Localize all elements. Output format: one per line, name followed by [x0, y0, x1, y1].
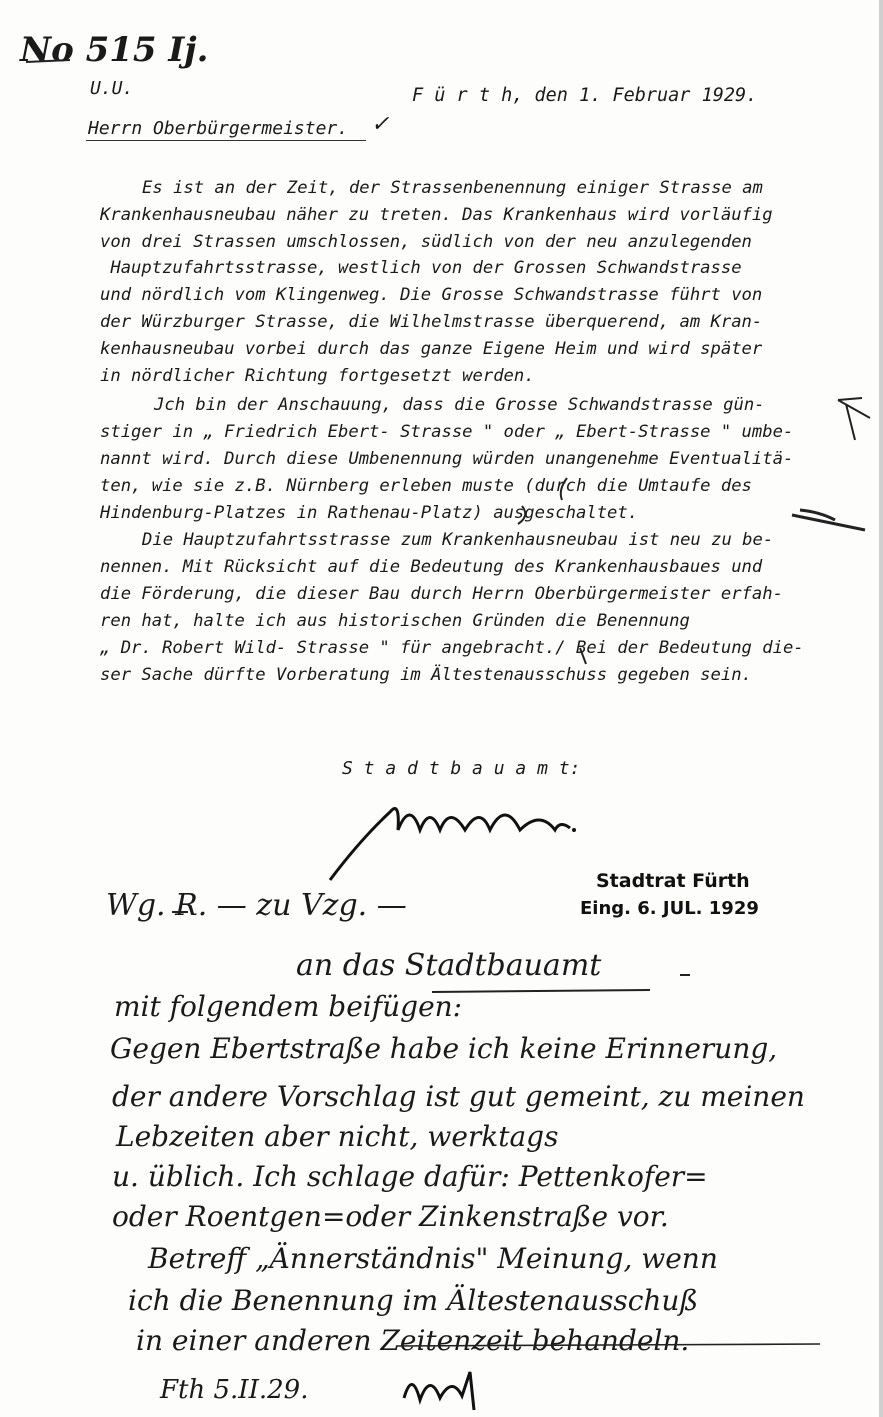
initials-scribble [404, 1372, 474, 1410]
body-line: Krankenhausneubau näher zu treten. Das Krankenhaus wird vorläufig [100, 205, 773, 225]
handwritten-line: ich die Benennung im Ältestenausschuß [128, 1284, 699, 1317]
body-line: Die Hauptzufahrtsstrasse zum Krankenhausneubau ist neu zu be- [142, 530, 774, 550]
page-edge [879, 0, 883, 1417]
handwritten-line: Gegen Ebertstraße habe ich keine Erinnerung, [110, 1032, 778, 1065]
signature-scribble [330, 809, 570, 880]
body-line: stiger in „ Friedrich Ebert- Strasse " oder „ Ebert-Strasse " umbe- [100, 422, 794, 442]
body-line: kenhausneubau vorbei durch das ganze Eigene Heim und wird später [100, 339, 763, 359]
stamp-date: Eing. 6. JUL. 1929 [580, 898, 759, 919]
body-line: Hindenburg-Platzes in Rathenau-Platz) ausgeschaltet. [100, 503, 639, 523]
handwritten-line: der andere Vorschlag ist gut gemeint, zu meinen [112, 1080, 805, 1113]
handwritten-date: Fth 5.II.29. [160, 1375, 309, 1405]
handwriting-underline [396, 1344, 820, 1346]
stamp-office: Stadtrat Fürth [596, 870, 750, 892]
signature-office: S t a d t b a u a m t: [342, 758, 581, 779]
place-date: F ü r t h, den 1. Februar 1929. [412, 85, 758, 106]
uu-marker: U.U. [90, 78, 134, 99]
handwritten-line: Wg. R. — zu Vzg. — [106, 888, 407, 923]
body-line: „ Dr. Robert Wild- Strasse " für angebracht./ Bei der Bedeutung die- [100, 638, 804, 658]
addressee: Herrn Oberbürgermeister. [88, 118, 349, 139]
handwritten-line: u. üblich. Ich schlage dafür: Pettenkofer= [112, 1160, 708, 1193]
body-line: in nördlicher Richtung fortgesetzt werden. [100, 366, 535, 386]
margin-arrow-icon [838, 398, 870, 440]
handwritten-line: an das Stadtbauamt [296, 948, 602, 983]
body-line: nannt wird. Durch diese Umbenennung würden unangenehme Eventualitä- [100, 449, 794, 469]
handwritten-line: oder Roentgen=oder Zinkenstraße vor. [112, 1200, 669, 1233]
number-underline [26, 60, 70, 62]
body-line: nennen. Mit Rücksicht auf die Bedeutung des Krankenhausbaues und [100, 557, 763, 577]
body-line: der Würzburger Strasse, die Wilhelmstrasse überquerend, am Kran- [100, 312, 763, 332]
body-line: die Förderung, die dieser Bau durch Herrn Oberbürgermeister erfah- [100, 584, 783, 604]
bracket-mark [518, 506, 525, 524]
document-number: No 515 Ij. [20, 30, 209, 70]
bracket-mark [561, 478, 567, 500]
body-line: ten, wie sie z.B. Nürnberg erleben muste (durch die Umtaufe des [100, 476, 752, 496]
handwriting-underline [432, 990, 650, 992]
body-line: von drei Strassen umschlossen, südlich von der neu anzulegenden [100, 232, 752, 252]
margin-arrow-icon [792, 510, 865, 530]
body-line: ser Sache dürfte Vorberatung im Ältestenausschuss gegeben sein. [100, 665, 752, 685]
handwritten-line: mit folgendem beifügen: [114, 990, 463, 1023]
bracket-mark [580, 648, 586, 664]
body-line: Es ist an der Zeit, der Strassenbenennung einiger Strasse am [142, 178, 763, 198]
handwritten-line: Lebzeiten aber nicht, werktags [116, 1120, 559, 1153]
body-line: Hauptzufahrtsstrasse, westlich von der Grossen Schwandstrasse [100, 258, 742, 278]
body-line: und nördlich vom Klingenweg. Die Grosse Schwandstrasse führt von [100, 285, 763, 305]
handwritten-line: in einer anderen Zeitenzeit behandeln. [136, 1324, 690, 1357]
checkmark-mark: ✓ [371, 112, 390, 137]
body-line: ren hat, halte ich aus historischen Gründen die Benennung [100, 611, 690, 631]
signature-dot [572, 828, 576, 832]
handwritten-line: Betreff „Ännerständnis" Meinung, wenn [148, 1242, 718, 1275]
body-line: Jch bin der Anschauung, dass die Grosse Schwandstrasse gün- [154, 395, 765, 415]
